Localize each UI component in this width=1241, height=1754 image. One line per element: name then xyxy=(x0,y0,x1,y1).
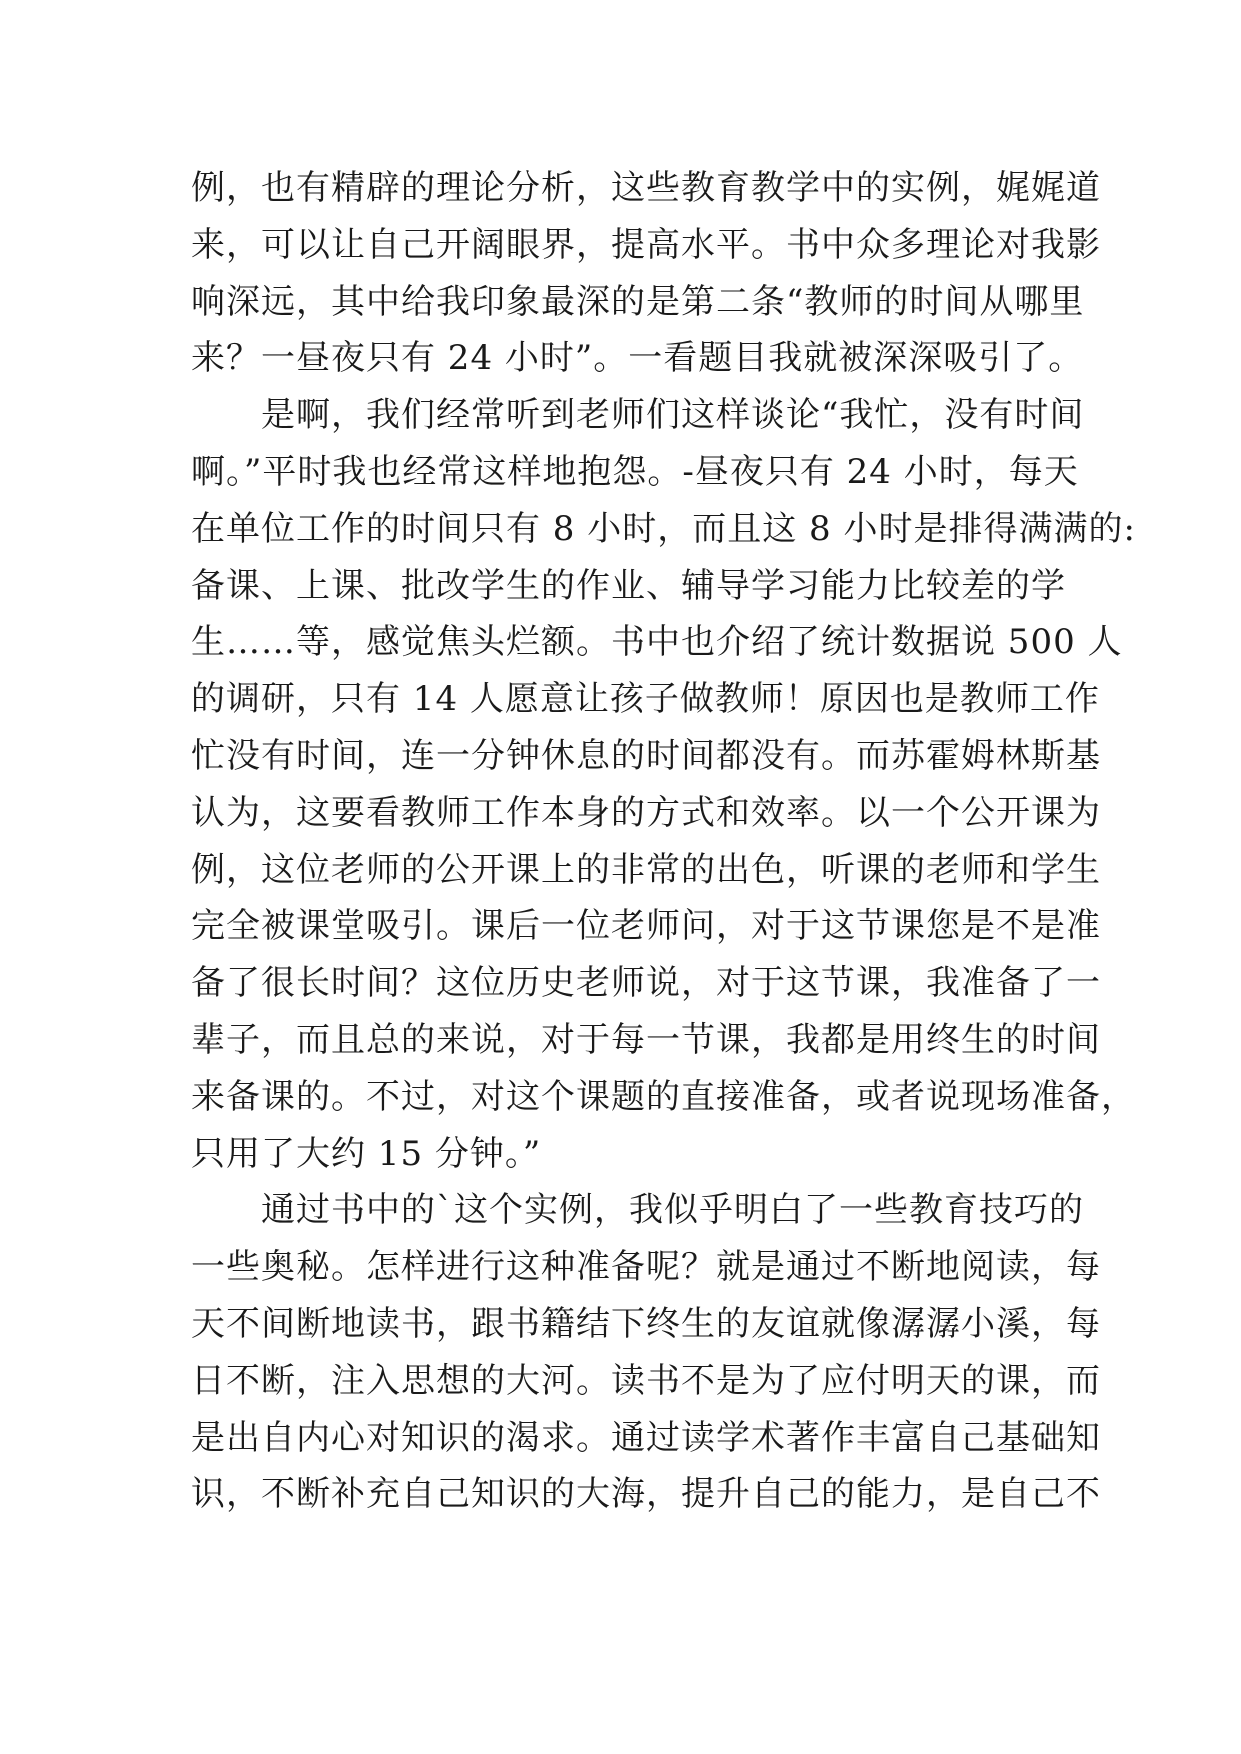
text-line: 生……等，感觉焦头烂额。书中也介绍了统计数据说 500 人 xyxy=(191,622,1123,663)
text-line: 来？一昼夜只有 24 小时”。一看题目我就被深深吸引了。 xyxy=(191,338,1084,379)
text-line: 识，不断补充自己知识的大海，提升自己的能力，是自己不 xyxy=(191,1474,1101,1515)
text-line: 来，可以让自己开阔眼界，提高水平。书中众多理论对我影 xyxy=(191,224,1101,265)
text-line: 辈子，而且总的来说，对于每一节课，我都是用终生的时间 xyxy=(191,1019,1101,1060)
text-line: 忙没有时间，连一分钟休息的时间都没有。而苏霍姆林斯基 xyxy=(191,735,1101,776)
text-line: 备了很长时间？这位历史老师说，对于这节课，我准备了一 xyxy=(191,963,1101,1004)
text-line: 啊。”平时我也经常这样地抱怨。-昼夜只有 24 小时，每天 xyxy=(191,451,1079,492)
text-line: 天不间断地读书，跟书籍结下终生的友谊就像潺潺小溪，每 xyxy=(191,1303,1101,1344)
text-line: 例，这位老师的公开课上的非常的出色，听课的老师和学生 xyxy=(191,849,1101,890)
text-line: 在单位工作的时间只有 8 小时，而且这 8 小时是排得满满的: xyxy=(191,508,1136,549)
text-line: 响深远，其中给我印象最深的是第二条“教师的时间从哪里 xyxy=(191,281,1085,322)
text-line: 来备课的。不过，对这个课题的直接准备，或者说现场准备， xyxy=(191,1076,1136,1117)
body-text xyxy=(191,160,1136,1523)
text-line: 例，也有精辟的理论分析，这些教育教学中的实例，娓娓道 xyxy=(191,168,1101,208)
text-line: 完全被课堂吸引。课后一位老师问，对于这节课您是不是准 xyxy=(191,906,1101,947)
text-line: 一些奥秘。怎样进行这种准备呢？就是通过不断地阅读，每 xyxy=(191,1247,1101,1288)
text-line: 认为，这要看教师工作本身的方式和效率。以一个公开课为 xyxy=(191,792,1101,833)
text-line: 是出自内心对知识的渴求。通过读学术著作丰富自己基础知 xyxy=(191,1417,1101,1458)
text-line: 日不断，注入思想的大河。读书不是为了应付明天的课，而 xyxy=(191,1360,1101,1401)
text-line: 备课、上课、批改学生的作业、辅导学习能力比较差的学 xyxy=(191,565,1066,606)
text-line: 只用了大约 15 分钟。” xyxy=(191,1133,542,1174)
text-line: 是啊，我们经常听到老师们这样谈论“我忙，没有时间 xyxy=(261,395,1085,436)
text-line: 的调研，只有 14 人愿意让孩子做教师！原因也是教师工作 xyxy=(191,679,1100,720)
text-line: 通过书中的`这个实例，我似乎明白了一些教育技巧的 xyxy=(261,1190,1084,1231)
